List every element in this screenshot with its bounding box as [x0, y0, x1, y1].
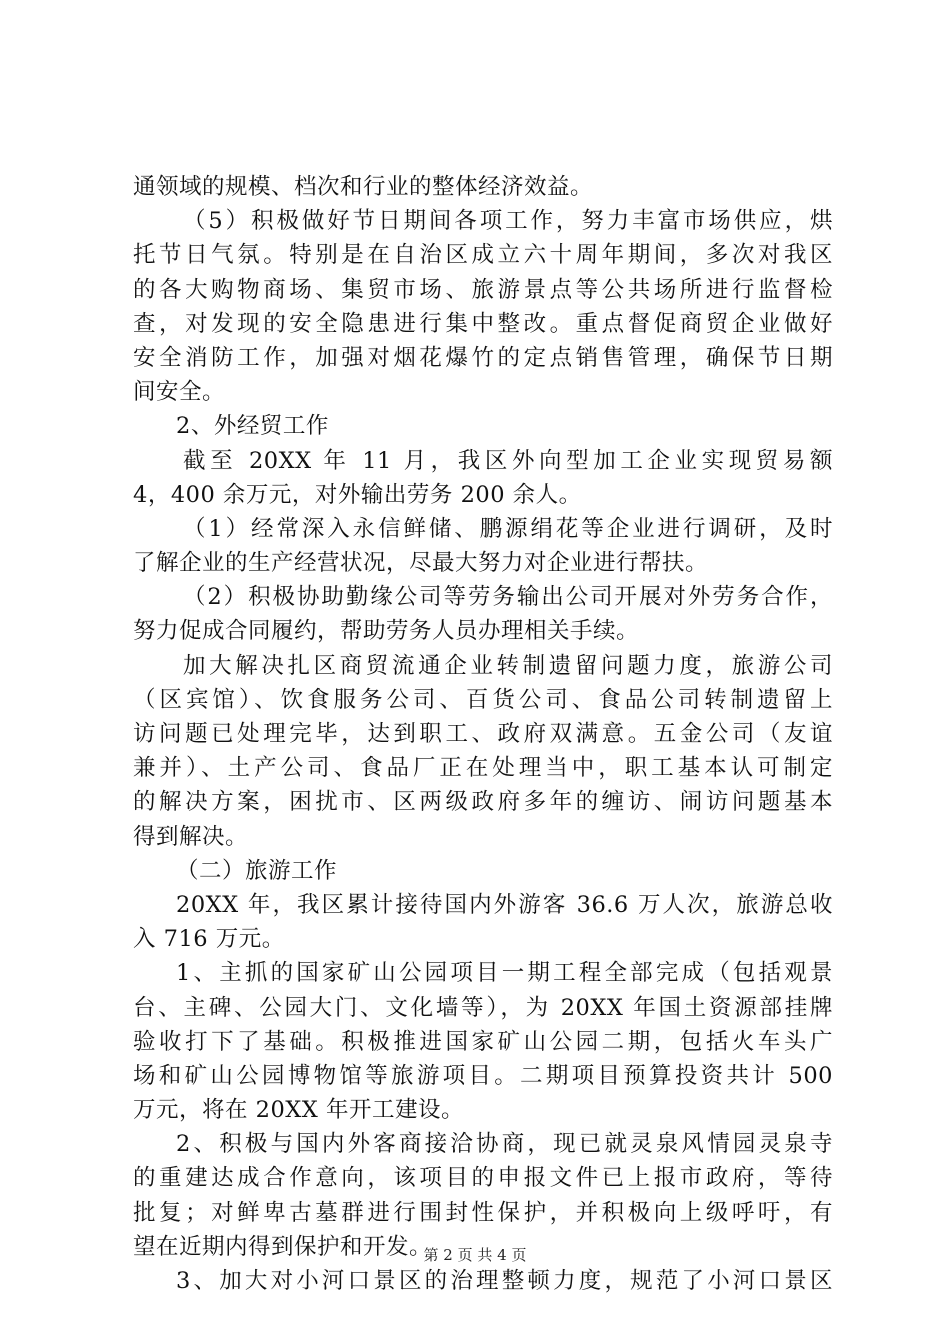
text-line: 得到解决。 — [133, 823, 249, 850]
text-line: 2、外经贸工作 — [176, 413, 329, 440]
text-line: 入 716 万元。 — [133, 926, 285, 953]
text-line: （区宾馆）、饮食服务公司、百货公司、食品公司转制遗留上 — [133, 686, 833, 713]
text-line: 间安全。 — [133, 379, 226, 406]
text-line: 台、主碑、公园大门、文化墙等），为 20XX 年国土资源部挂牌 — [133, 994, 833, 1021]
text-line: 1、主抓的国家矿山公园项目一期工程全部完成（包括观景 — [176, 960, 833, 987]
text-line: 3、加大对小河口景区的治理整顿力度，规范了小河口景区 — [176, 1268, 833, 1294]
text-line: （二）旅游工作 — [176, 857, 338, 884]
text-line: （1）经常深入永信鲜储、鹏源绢花等企业进行调研，及时 — [183, 515, 833, 542]
text-line: 4，400 余万元，对外输出劳务 200 余人。 — [133, 481, 582, 508]
text-line: 万元，将在 20XX 年开工建设。 — [133, 1097, 464, 1124]
text-line: 的解决方案，困扰市、区两级政府多年的缠访、闹访问题基本 — [133, 789, 833, 816]
text-line: 加大解决扎区商贸流通企业转制遗留问题力度，旅游公司 — [183, 652, 833, 679]
text-line: 的各大购物商场、集贸市场、旅游景点等公共场所进行监督检 — [133, 276, 833, 303]
text-line: 努力促成合同履约，帮助劳务人员办理相关手续。 — [133, 618, 640, 645]
text-line: 验收打下了基础。积极推进国家矿山公园二期，包括火车头广 — [133, 1028, 833, 1055]
text-line: 场和矿山公园博物馆等旅游项目。二期项目预算投资共计 500 — [133, 1062, 833, 1089]
text-line: （5）积极做好节日期间各项工作，努力丰富市场供应，烘 — [183, 208, 833, 235]
text-line: 兼并）、土产公司、食品厂正在处理当中，职工基本认可制定 — [133, 755, 833, 782]
text-line: 通领域的规模、档次和行业的整体经济效益。 — [133, 174, 594, 200]
text-line: 托节日气氛。特别是在自治区成立六十周年期间，多次对我区 — [133, 242, 833, 269]
text-line: 了解企业的生产经营状况，尽最大努力对企业进行帮扶。 — [133, 550, 709, 577]
text-line: 望在近期内得到保护和开发。 — [133, 1233, 433, 1260]
text-line: 2、积极与国内外客商接洽协商，现已就灵泉风情园灵泉寺 — [176, 1131, 833, 1158]
document-body — [133, 170, 833, 1298]
text-line: （2）积极协助勤缘公司等劳务输出公司开展对外劳务合作， — [183, 584, 833, 611]
text-line: 安全消防工作，加强对烟花爆竹的定点销售管理，确保节日期 — [133, 344, 833, 371]
text-line: 截至 20XX 年 11 月，我区外向型加工企业实现贸易额 — [183, 447, 833, 474]
page-footer: 第 2 页 共 4 页 — [423, 1246, 527, 1264]
text-line: 批复；对鲜卑古墓群进行围封性保护，并积极向上级呼吁，有 — [133, 1199, 833, 1226]
text-line: 的重建达成合作意向，该项目的申报文件已上报市政府，等待 — [133, 1165, 833, 1192]
text-line: 访问题已处理完毕，达到职工、政府双满意。五金公司（友谊 — [133, 721, 833, 747]
text-line: 20XX 年，我区累计接待国内外游客 36.6 万人次，旅游总收 — [176, 891, 833, 918]
text-line: 查，对发现的安全隐患进行集中整改。重点督促商贸企业做好 — [133, 310, 833, 337]
